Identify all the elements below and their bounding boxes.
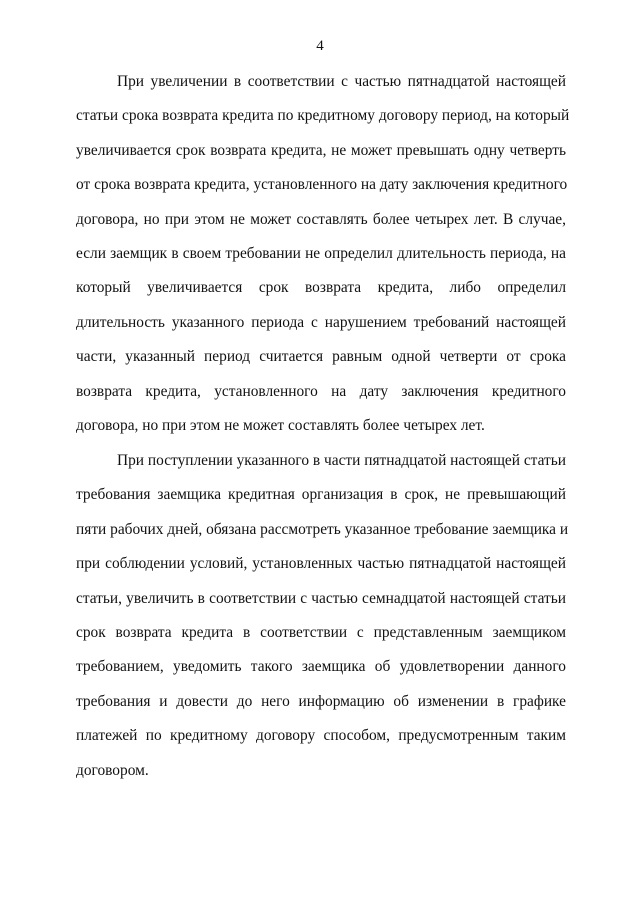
paragraph-line: При увеличении в соответствии с частью пятнадцатой настоящей — [117, 73, 566, 90]
paragraph-line: увеличивается срок возврата кредита, не может превышать одну четверть — [76, 141, 566, 159]
paragraph-line: который увеличивается срок возврата кредита, либо определил — [76, 279, 566, 297]
paragraph-extension-period — [76, 65, 570, 443]
paragraph-line: договора, но при этом не может составлять более четырех лет. В случае, — [76, 210, 566, 228]
paragraph-line: от срока возврата кредита, установленного на дату заключения кредитного — [76, 176, 568, 194]
paragraph-line: если заемщик в своем требовании не определил длительность периода, на — [76, 244, 566, 262]
paragraph-line: пяти рабочих дней, обязана рассмотреть указанное требование заемщика и — [76, 520, 569, 538]
paragraph-line: возврата кредита, установленного на дату заключения кредитного — [76, 382, 566, 400]
paragraph-line: статьи, увеличить в соответствии с частью семнадцатой настоящей статьи — [76, 589, 566, 607]
page-number: 4 — [316, 38, 324, 54]
paragraph-line: статьи срока возврата кредита по кредитному договору период, на который — [76, 107, 570, 125]
paragraph-line: при соблюдении условий, установленных частью пятнадцатой настоящей — [76, 555, 566, 573]
paragraph-lender-obligation — [76, 444, 569, 788]
paragraph-line: договора, но при этом не может составлять более четырех лет. — [76, 416, 485, 434]
paragraph-line: требования и довести до него информацию об изменении в графике — [76, 692, 566, 710]
paragraph-line: части, указанный период считается равным одной четверти от срока — [76, 348, 566, 366]
paragraph-line: договором. — [76, 761, 149, 779]
paragraph-line: длительность указанного периода с нарушением требований настоящей — [76, 313, 566, 331]
paragraph-line: При поступлении указанного в части пятнадцатой настоящей статьи — [117, 452, 566, 469]
paragraph-line: требованием, уведомить такого заемщика об удовлетворении данного — [76, 658, 566, 676]
paragraph-line: срок возврата кредита в соответствии с представленным заемщиком — [76, 623, 566, 641]
paragraph-line: платежей по кредитному договору способом, предусмотренным таким — [76, 727, 566, 745]
paragraph-line: требования заемщика кредитная организация в срок, не превышающий — [76, 486, 566, 504]
